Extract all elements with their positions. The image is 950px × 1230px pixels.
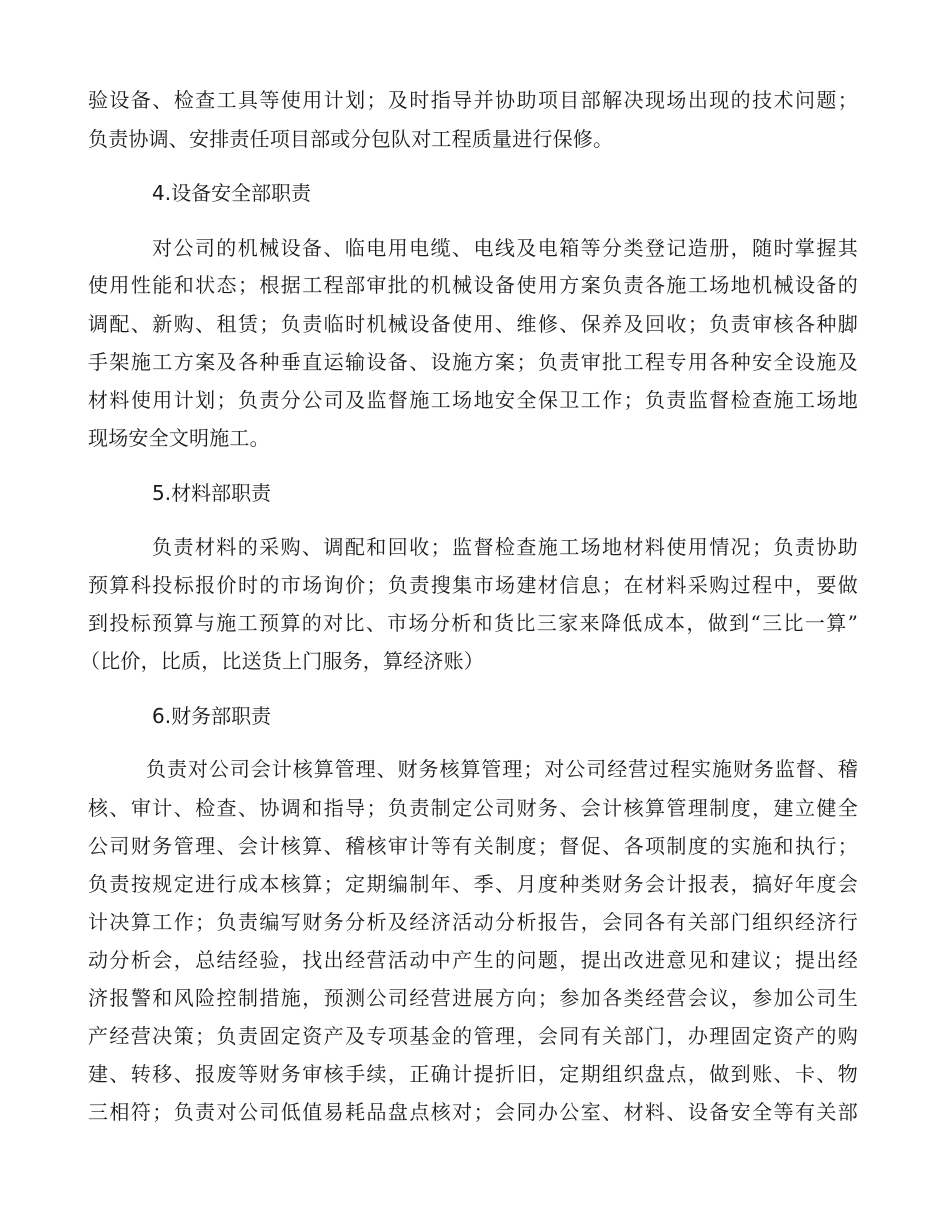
paragraph-line: 计决算工作；负责编写财务分析及经济活动分析报告，会同各有关部门组织经济行 [88,910,858,934]
paragraph-line: 使用性能和状态；根据工程部审批的机械设备使用方案负责各施工场地机械设备的 [88,273,858,297]
paragraph-line: 材料使用计划；负责分公司及监督施工场地安全保卫工作；负责监督检查施工场地 [88,388,858,412]
paragraph-line: 负责材料的采购、调配和回收；监督检查施工场地材料使用情况；负责协助 [152,535,858,559]
paragraph-line: 调配、新购、租赁；负责临时机械设备使用、维修、保养及回收；负责审核各种脚 [88,312,858,336]
paragraph-line: 负责按规定进行成本核算；定期编制年、季、月度种类财务会计报表，搞好年度会 [88,872,858,896]
paragraph-line: 负责对公司会计核算管理、财务核算管理；对公司经营过程实施财务监督、稽 [146,757,858,781]
paragraph-line: 到投标预算与施工预算的对比、市场分析和货比三家来降低成本，做到“三比一算” [88,611,858,635]
section-heading: 6.财务部职责 [152,704,272,728]
paragraph-line: 公司财务管理、会计核算、稽核审计等有关制度；督促、各项制度的实施和执行； [88,834,858,858]
section-heading: 5.材料部职责 [152,481,272,505]
paragraph-line: （比价，比质，比送货上门服务，算经济账） [80,649,484,673]
paragraph-line: 三相符；负责对公司低值易耗品盘点核对；会同办公室、材料、设备安全等有关部 [88,1100,858,1124]
paragraph-line: 现场安全文明施工。 [88,426,270,450]
paragraph-line: 负责协调、安排责任项目部或分包队对工程质量进行保修。 [88,127,614,151]
paragraph-line: 对公司的机械设备、临电用电缆、电线及电箱等分类登记造册，随时掌握其 [152,236,858,260]
paragraph-line: 预算科投标报价时的市场询价；负责搜集市场建材信息；在材料采购过程中，要做 [88,573,858,597]
paragraph-line: 验设备、检查工具等使用计划；及时指导并协助项目部解决现场出现的技术问题； [88,88,858,112]
paragraph-line: 手架施工方案及各种垂直运输设备、设施方案；负责审批工程专用各种安全设施及 [88,350,858,374]
section-heading: 4.设备安全部职责 [152,181,312,205]
paragraph-line: 动分析会，总结经验，找出经营活动中产生的问题，提出改进意见和建议；提出经 [88,948,858,972]
paragraph-line: 建、转移、报废等财务审核手续，正确计提折旧，定期组织盘点，做到账、卡、物 [88,1062,858,1086]
paragraph-line: 济报警和风险控制措施，预测公司经营进展方向；参加各类经营会议，参加公司生 [88,986,858,1010]
paragraph-line: 产经营决策；负责固定资产及专项基金的管理，会同有关部门，办理固定资产的购 [88,1024,858,1048]
paragraph-line: 核、审计、检查、协调和指导；负责制定公司财务、会计核算管理制度，建立健全 [88,796,858,820]
